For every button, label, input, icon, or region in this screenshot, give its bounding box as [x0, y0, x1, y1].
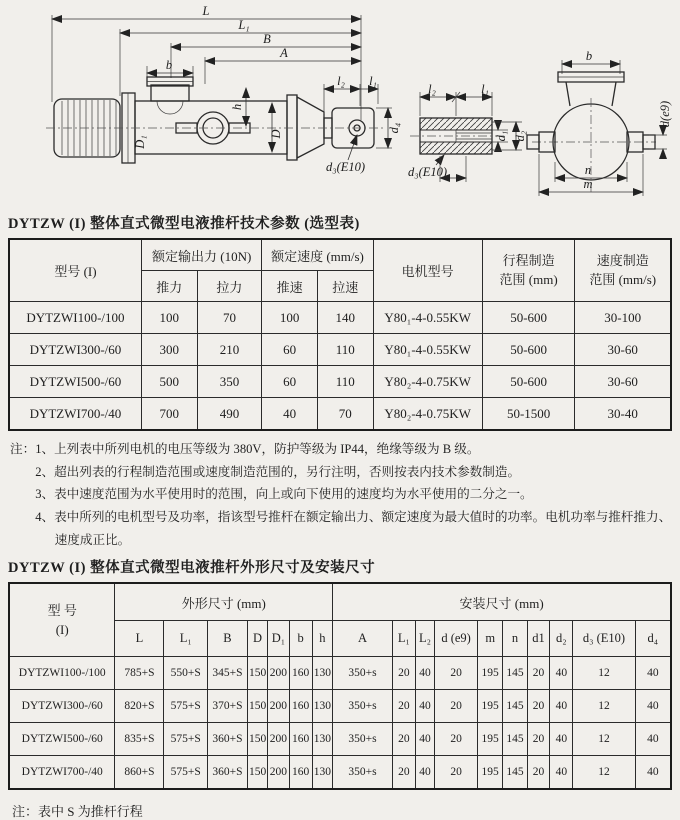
technical-drawing — [8, 2, 672, 207]
value-cell: 40 — [415, 690, 434, 723]
col-header-b: b — [289, 621, 312, 657]
value-cell: 40 — [635, 690, 671, 723]
value-cell: 160 — [289, 723, 312, 756]
value-cell: Y80₁-4-0.55KW — [373, 302, 482, 334]
end-view-drawing — [527, 49, 672, 196]
value-cell: 150 — [247, 723, 268, 756]
value-cell: 350+s — [333, 690, 393, 723]
value-cell: 490 — [197, 398, 262, 431]
dim-label-B: B — [263, 32, 271, 46]
value-cell: 500 — [141, 366, 197, 398]
value-cell: 160 — [289, 756, 312, 790]
col-header-motor-model: 电机型号 — [373, 239, 482, 302]
dim-label-d2: d₂ — [513, 130, 527, 142]
value-cell: 575+S — [164, 756, 208, 790]
value-cell: 195 — [478, 756, 503, 790]
dim-label-b: b — [585, 49, 593, 63]
dim-label-L1: L₁ — [238, 18, 250, 32]
col-header-install-L1: L₁ — [392, 621, 415, 657]
value-cell: 195 — [478, 723, 503, 756]
value-cell: 575+S — [164, 723, 208, 756]
dimension-table — [8, 582, 672, 790]
value-cell: 200 — [268, 756, 289, 790]
value-cell: 40 — [415, 723, 434, 756]
section-heading-params: DYTZW (I) 整体直式微型电液推杆技术参数 (选型表) — [8, 216, 360, 232]
col-header-d-e9: d (e9) — [435, 621, 478, 657]
value-cell: 360+S — [208, 756, 248, 790]
col-header-rated-speed: 额定速度 (mm/s) — [262, 239, 373, 271]
value-cell: 300 — [141, 334, 197, 366]
table-row — [9, 756, 671, 790]
value-cell: 130 — [312, 690, 333, 723]
value-cell: 40 — [635, 657, 671, 690]
value-cell: 150 — [247, 756, 268, 790]
value-cell: 50-600 — [482, 366, 575, 398]
value-cell: 100 — [141, 302, 197, 334]
value-cell: 40 — [415, 657, 434, 690]
value-cell: 160 — [289, 690, 312, 723]
col-header-stroke-range — [482, 239, 575, 302]
dim-label-D1: D₁ — [133, 135, 147, 149]
value-cell: 100 — [262, 302, 318, 334]
dim-label-n: n — [584, 163, 592, 177]
value-cell: 40 — [550, 756, 573, 790]
value-cell: 20 — [392, 756, 415, 790]
col-header-d2: d₂ — [550, 621, 573, 657]
dim-label-d1: d₁ — [494, 130, 508, 142]
value-cell: 130 — [312, 723, 333, 756]
value-cell: 70 — [197, 302, 262, 334]
value-cell: 785+S — [115, 657, 164, 690]
value-cell: 350+s — [333, 657, 393, 690]
table-row — [9, 302, 671, 334]
value-cell: 820+S — [115, 690, 164, 723]
notes-prefix: 注： — [10, 442, 36, 456]
dim-label-h: h — [230, 103, 244, 111]
stroke-range-line1: 行程制造 — [502, 252, 555, 268]
dim-label-d-e9: d(e9) — [658, 100, 672, 128]
col-header-model: 型号 (I) — [9, 239, 141, 302]
value-cell: 50-600 — [482, 302, 575, 334]
value-cell: 30-100 — [575, 302, 671, 334]
value-cell: 12 — [573, 657, 635, 690]
stroke-range-line2: 范围 (mm) — [499, 271, 558, 287]
dim-label-l1: l₁ — [481, 82, 489, 96]
col-header-d1: d1 — [527, 621, 550, 657]
value-cell: 195 — [478, 657, 503, 690]
value-cell: 145 — [503, 756, 527, 790]
value-cell: 40 — [550, 723, 573, 756]
value-cell: 20 — [527, 690, 550, 723]
group-header-install: 安装尺寸 (mm) — [333, 583, 671, 621]
value-cell: 50-600 — [482, 334, 575, 366]
model-cell: DYTZWI700-/40 — [9, 398, 141, 431]
col-header-pull-force: 拉力 — [197, 271, 262, 302]
value-cell: 350 — [197, 366, 262, 398]
dim-label-l2: l₂ — [428, 82, 436, 96]
dim-label-A: A — [280, 46, 288, 60]
table-row — [9, 723, 671, 756]
table-row — [9, 398, 671, 431]
section-heading-dimensions: DYTZW (I) 整体直式微型电液推杆外形尺寸及安装尺寸 — [8, 560, 376, 577]
value-cell: 12 — [573, 723, 635, 756]
model-cell: DYTZWI700-/40 — [9, 756, 115, 790]
note-item-4: 4、表中所列的电机型号及功率，指该型号推杆在额定输出力、额定速度为最大值时的功率。电机功率与推杆推力、速度成正比。 — [35, 509, 672, 547]
col-header-D: D — [247, 621, 268, 657]
value-cell: 40 — [550, 690, 573, 723]
value-cell: 145 — [503, 657, 527, 690]
col-header-push-force: 推力 — [141, 271, 197, 302]
value-cell: 200 — [268, 657, 289, 690]
dim-label-D: D — [269, 129, 283, 139]
model-cell: DYTZWI100-/100 — [9, 302, 141, 334]
value-cell: 70 — [317, 398, 373, 431]
value-cell: 20 — [435, 756, 478, 790]
dim-label-b: b — [165, 58, 173, 72]
value-cell: 20 — [392, 657, 415, 690]
value-cell: 210 — [197, 334, 262, 366]
value-cell: 150 — [247, 657, 268, 690]
value-cell: 350+s — [333, 723, 393, 756]
col-header-m: m — [478, 621, 503, 657]
note-item-1: 1、上列表中所列电机的电压等级为 380V，防护等级为 IP44，绝缘等级为 B 级。 — [35, 442, 480, 456]
col-header-L: L — [115, 621, 164, 657]
col-header-d3-E10: d₃ (E10) — [573, 621, 635, 657]
note-item-3: 3、表中速度范围为水平使用时的范围，向上或向下使用的速度均为水平使用的二分之一。 — [35, 487, 533, 502]
value-cell: 30-60 — [575, 366, 671, 398]
table-row — [9, 366, 671, 398]
value-cell: 60 — [262, 334, 318, 366]
value-cell: Y80₂-4-0.75KW — [373, 398, 482, 431]
dim-label-m: m — [583, 177, 593, 191]
table-row — [9, 657, 671, 690]
col-header-A: A — [333, 621, 393, 657]
value-cell: 550+S — [164, 657, 208, 690]
value-cell: Y80₂-4-0.75KW — [373, 366, 482, 398]
dim-label-L: L — [202, 4, 210, 18]
value-cell: 20 — [435, 657, 478, 690]
col-header-install-L2: L₂ — [415, 621, 434, 657]
value-cell: 200 — [268, 690, 289, 723]
value-cell: 360+S — [208, 723, 248, 756]
col-header-L1: L₁ — [164, 621, 208, 657]
value-cell: 150 — [247, 690, 268, 723]
value-cell: 860+S — [115, 756, 164, 790]
value-cell: 12 — [573, 756, 635, 790]
model-header-line1: 型 号 — [47, 602, 77, 618]
value-cell: 200 — [268, 723, 289, 756]
notes-items — [35, 438, 672, 551]
dim-label-d4: d₄ — [387, 122, 401, 134]
value-cell: 20 — [435, 690, 478, 723]
col-header-n: n — [503, 621, 527, 657]
side-view-drawing — [46, 4, 401, 174]
col-header-B: B — [208, 621, 248, 657]
value-cell: 195 — [478, 690, 503, 723]
col-header-D1: D₁ — [268, 621, 289, 657]
value-cell: 345+S — [208, 657, 248, 690]
col-header-rated-output: 额定输出力 (10N) — [141, 239, 261, 271]
value-cell: 130 — [312, 756, 333, 790]
value-cell: 40 — [635, 756, 671, 790]
value-cell: 30-60 — [575, 334, 671, 366]
model-header-line2: (I) — [55, 622, 69, 638]
table-row — [9, 334, 671, 366]
value-cell: 110 — [317, 366, 373, 398]
footnote: 注：表中 S 为推杆行程 — [12, 804, 143, 820]
value-cell: 145 — [503, 723, 527, 756]
value-cell: 30-40 — [575, 398, 671, 431]
dim-label-d3: d₃(E10) — [408, 165, 448, 179]
model-cell: DYTZWI500-/60 — [9, 366, 141, 398]
value-cell: 160 — [289, 657, 312, 690]
value-cell: 40 — [550, 657, 573, 690]
speed-range-line2: 范围 (mm/s) — [589, 271, 657, 287]
spec-table-body — [9, 302, 671, 431]
value-cell: 20 — [527, 756, 550, 790]
value-cell: 40 — [635, 723, 671, 756]
col-header-speed-range — [575, 239, 671, 302]
value-cell: 20 — [392, 690, 415, 723]
value-cell: 60 — [262, 366, 318, 398]
value-cell: 12 — [573, 690, 635, 723]
note-item-2: 2、超出列表的行程制造范围或速度制造范围的，另行注明，否则按表内技术参数制造。 — [35, 464, 521, 479]
value-cell: 130 — [312, 657, 333, 690]
value-cell: 140 — [317, 302, 373, 334]
col-header-push-speed: 推速 — [262, 271, 318, 302]
model-cell: DYTZWI300-/60 — [9, 690, 115, 723]
value-cell: 350+s — [333, 756, 393, 790]
value-cell: 575+S — [164, 690, 208, 723]
dim-label-l2: l₂ — [337, 74, 345, 88]
col-header-h: h — [312, 621, 333, 657]
value-cell: 20 — [435, 723, 478, 756]
value-cell: 700 — [141, 398, 197, 431]
dim-label-d3: d₃(E10) — [326, 160, 366, 174]
model-cell: DYTZWI300-/60 — [9, 334, 141, 366]
table-row — [9, 690, 671, 723]
value-cell: 20 — [527, 723, 550, 756]
speed-range-line1: 速度制造 — [596, 252, 649, 268]
notes — [10, 438, 672, 551]
dim-label-l1: l₁ — [369, 74, 377, 88]
col-header-pull-speed: 拉速 — [317, 271, 373, 302]
group-header-outline: 外形尺寸 (mm) — [115, 583, 333, 621]
value-cell: Y80₁-4-0.55KW — [373, 334, 482, 366]
value-cell: 20 — [392, 723, 415, 756]
value-cell: 20 — [527, 657, 550, 690]
section-view-drawing — [408, 82, 527, 182]
model-cell: DYTZWI500-/60 — [9, 723, 115, 756]
dimension-table-body — [9, 657, 671, 790]
value-cell: 110 — [317, 334, 373, 366]
value-cell: 40 — [415, 756, 434, 790]
spec-table — [8, 238, 672, 431]
value-cell: 835+S — [115, 723, 164, 756]
model-cell: DYTZWI100-/100 — [9, 657, 115, 690]
col-header-d4: d₄ — [635, 621, 671, 657]
value-cell: 145 — [503, 690, 527, 723]
value-cell: 370+S — [208, 690, 248, 723]
value-cell: 40 — [262, 398, 318, 431]
col-header-model — [9, 583, 115, 657]
value-cell: 50-1500 — [482, 398, 575, 431]
